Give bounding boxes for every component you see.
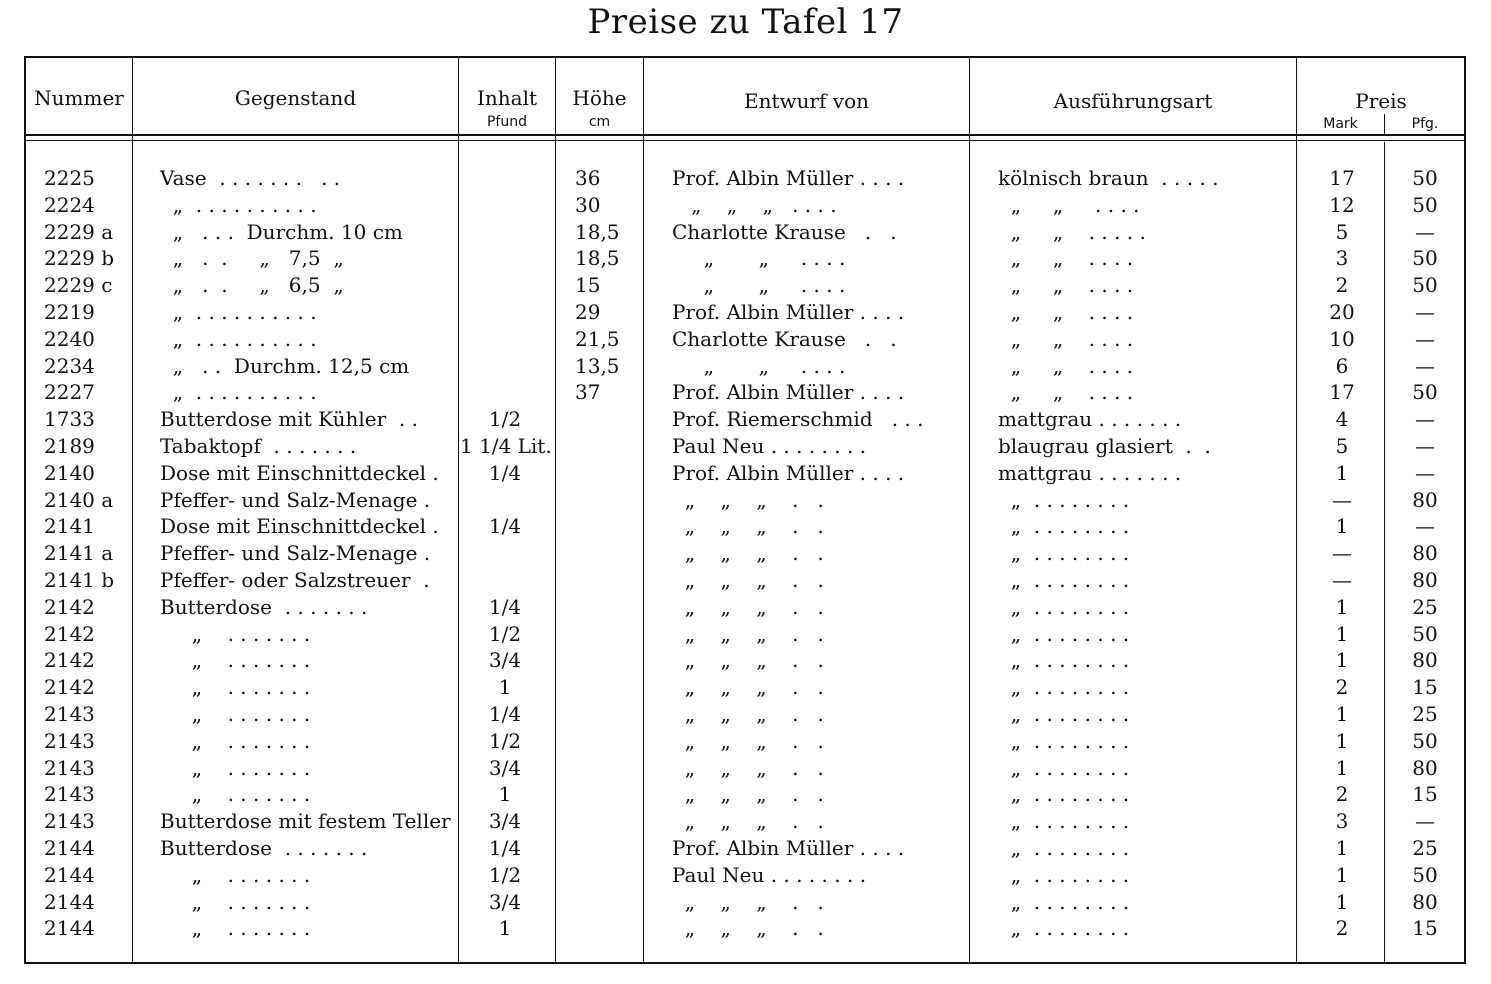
cell-gegenstand: „ . . . . . . .	[160, 702, 311, 726]
cell-entwurf: „ „ „ . . . .	[672, 192, 837, 217]
table-row	[0, 165, 1491, 191]
cell-ausfuehrung: „ . . . . . . . .	[998, 487, 1130, 512]
cell-nummer: 2140	[44, 460, 95, 485]
table-row	[0, 915, 1491, 941]
cell-pfg: 80	[1412, 889, 1438, 914]
cell-entwurf: Charlotte Krause . .	[672, 326, 897, 351]
header-preis: Preis	[1355, 89, 1407, 113]
cell-hoehe: 13,5	[575, 353, 620, 378]
table-row	[0, 835, 1491, 861]
table-row	[0, 326, 1491, 352]
cell-nummer: 2229 a	[44, 219, 114, 244]
cell-nummer: 2141 b	[44, 568, 115, 592]
cell-entwurf: Prof. Albin Müller . . . .	[672, 836, 905, 860]
cell-nummer: 2143	[44, 809, 95, 834]
table-row	[0, 594, 1491, 620]
cell-mark: —	[1332, 568, 1352, 592]
table-row	[0, 353, 1491, 379]
cell-ausfuehrung: „ „ . . . .	[998, 273, 1134, 298]
cell-nummer: 2224	[44, 192, 95, 217]
cell-pfg: 50	[1412, 380, 1438, 405]
cell-pfg: 50	[1412, 166, 1438, 190]
cell-pfg: 80	[1412, 755, 1438, 780]
cell-ausfuehrung: mattgrau . . . . . . .	[998, 460, 1182, 485]
cell-inhalt: 1/4	[488, 514, 522, 539]
cell-nummer: 2143	[44, 728, 95, 753]
cell-pfg: 50	[1412, 273, 1438, 298]
cell-ausfuehrung: „ . . . . . . . .	[998, 621, 1130, 646]
cell-entwurf: Prof. Albin Müller . . . .	[672, 300, 905, 324]
cell-gegenstand: „ . . . . . . .	[160, 862, 311, 887]
cell-mark: 6	[1335, 353, 1349, 378]
cell-nummer: 2219	[44, 300, 95, 324]
cell-pfg: 50	[1412, 728, 1438, 753]
cell-nummer: 2144	[44, 836, 95, 860]
cell-inhalt: 1 1/4 Lit.	[460, 434, 552, 458]
cell-entwurf: Prof. Albin Müller . . . .	[672, 380, 905, 405]
table-row	[0, 460, 1491, 486]
header-mark: Mark	[1323, 116, 1358, 132]
cell-inhalt: 3/4	[488, 889, 522, 914]
cell-ausfuehrung: „ . . . . . . . .	[998, 541, 1130, 566]
cell-gegenstand: Butterdose . . . . . . .	[160, 594, 368, 619]
cell-nummer: 2227	[44, 380, 95, 405]
cell-mark: 5	[1335, 434, 1349, 458]
cell-ausfuehrung: „ . . . . . . . .	[998, 648, 1130, 673]
cell-ausfuehrung: „ „ . . . .	[998, 246, 1134, 271]
cell-mark: —	[1332, 541, 1352, 566]
cell-pfg: 25	[1412, 594, 1438, 619]
header-nummer: Nummer	[34, 86, 124, 110]
cell-ausfuehrung: „ . . . . . . . .	[998, 702, 1130, 726]
table-row	[0, 781, 1491, 807]
cell-mark: 3	[1335, 246, 1349, 271]
cell-entwurf: „ „ „ . .	[672, 916, 824, 941]
cell-entwurf: „ „ „ . .	[672, 702, 824, 726]
cell-ausfuehrung: „ „ . . . .	[998, 192, 1140, 217]
cell-gegenstand: „ . . Durchm. 12,5 cm	[160, 353, 410, 378]
cell-nummer: 2142	[44, 648, 95, 673]
cell-entwurf: „ „ „ . .	[672, 568, 824, 592]
cell-hoehe: 37	[575, 380, 601, 405]
cell-pfg: —	[1415, 514, 1435, 539]
cell-inhalt: 1/2	[488, 407, 522, 432]
header-entwurf: Entwurf von	[743, 89, 870, 113]
cell-entwurf: Prof. Albin Müller . . . .	[672, 460, 905, 485]
table-row	[0, 755, 1491, 781]
cell-inhalt: 3/4	[488, 755, 522, 780]
cell-mark: 1	[1335, 728, 1349, 753]
cell-nummer: 2143	[44, 755, 95, 780]
cell-ausfuehrung: mattgrau . . . . . . .	[998, 407, 1182, 432]
cell-gegenstand: „ . . . . . . .	[160, 755, 311, 780]
cell-mark: 1	[1335, 648, 1349, 673]
cell-nummer: 2229 c	[44, 273, 113, 298]
cell-pfg: —	[1415, 300, 1435, 324]
cell-mark: 4	[1335, 407, 1349, 432]
cell-mark: 2	[1335, 675, 1349, 700]
cell-pfg: 50	[1412, 246, 1438, 271]
cell-nummer: 2142	[44, 675, 95, 700]
cell-entwurf: „ „ „ . .	[672, 782, 824, 807]
cell-gegenstand: „ . . . . . . .	[160, 675, 311, 700]
cell-ausfuehrung: „ . . . . . . . .	[998, 568, 1130, 592]
cell-ausfuehrung: „ . . . . . . . .	[998, 862, 1130, 887]
cell-gegenstand: Butterdose mit festem Teller	[160, 809, 451, 834]
cell-nummer: 2140 a	[44, 487, 114, 512]
cell-gegenstand: Butterdose mit Kühler . .	[160, 407, 418, 432]
cell-gegenstand: Vase . . . . . . . . .	[160, 166, 341, 190]
cell-ausfuehrung: „ . . . . . . . .	[998, 728, 1130, 753]
cell-ausfuehrung: „ . . . . . . . .	[998, 889, 1130, 914]
table-row	[0, 299, 1491, 325]
cell-pfg: 50	[1412, 621, 1438, 646]
cell-ausfuehrung: „ „ . . . .	[998, 326, 1134, 351]
cell-gegenstand: „ . . „ 6,5 „	[160, 273, 344, 298]
cell-nummer: 1733	[44, 407, 95, 432]
cell-nummer: 2229 b	[44, 246, 115, 271]
cell-gegenstand: „ . . . Durchm. 10 cm	[160, 219, 403, 244]
cell-inhalt: 1/2	[488, 862, 522, 887]
cell-inhalt: 1/4	[488, 460, 522, 485]
cell-nummer: 2143	[44, 702, 95, 726]
table-row	[0, 513, 1491, 539]
cell-mark: 1	[1335, 889, 1349, 914]
cell-entwurf: „ „ . . . .	[672, 353, 846, 378]
cell-pfg: 80	[1412, 568, 1438, 592]
table-row	[0, 621, 1491, 647]
cell-inhalt: 3/4	[488, 648, 522, 673]
page-title: Preise zu Tafel 17	[587, 2, 904, 42]
cell-mark: —	[1332, 487, 1352, 512]
cell-hoehe: 21,5	[575, 326, 620, 351]
cell-inhalt: 1/2	[488, 621, 522, 646]
cell-gegenstand: Butterdose . . . . . . .	[160, 836, 368, 860]
cell-ausfuehrung: blaugrau glasiert . .	[998, 434, 1211, 458]
table-row	[0, 889, 1491, 915]
header-inhalt-unit: Pfund	[486, 114, 527, 130]
header-rule	[25, 140, 1465, 141]
cell-inhalt: 1	[498, 675, 512, 700]
header-inhalt: Inhalt	[476, 86, 538, 110]
cell-pfg: 15	[1412, 916, 1438, 941]
cell-mark: 17	[1329, 380, 1355, 405]
cell-pfg: —	[1415, 434, 1435, 458]
cell-pfg: 50	[1412, 192, 1438, 217]
cell-nummer: 2144	[44, 889, 95, 914]
cell-pfg: 25	[1412, 836, 1438, 860]
cell-gegenstand: „ . . . . . . .	[160, 782, 311, 807]
cell-entwurf: „ „ „ . .	[672, 621, 824, 646]
table-row	[0, 245, 1491, 271]
cell-inhalt: 3/4	[488, 809, 522, 834]
cell-nummer: 2141 a	[44, 541, 114, 566]
header-hoehe-unit: cm	[588, 114, 611, 130]
cell-mark: 1	[1335, 836, 1349, 860]
cell-inhalt: 1/2	[488, 728, 522, 753]
cell-hoehe: 29	[575, 300, 601, 324]
cell-mark: 3	[1335, 809, 1349, 834]
cell-entwurf: Prof. Albin Müller . . . .	[672, 166, 905, 190]
cell-gegenstand: „ . . . . . . .	[160, 889, 311, 914]
cell-gegenstand: „ . . . . . . .	[160, 621, 311, 646]
header-pfg: Pfg.	[1411, 116, 1439, 132]
cell-entwurf: Paul Neu . . . . . . . .	[672, 434, 867, 458]
header-hoehe: Höhe	[572, 86, 627, 110]
cell-pfg: 80	[1412, 648, 1438, 673]
cell-pfg: —	[1415, 326, 1435, 351]
cell-gegenstand: „ . . . . . . .	[160, 728, 311, 753]
cell-mark: 2	[1335, 916, 1349, 941]
table-row	[0, 406, 1491, 432]
cell-ausfuehrung: „ „ . . . .	[998, 300, 1134, 324]
cell-ausfuehrung: „ . . . . . . . .	[998, 675, 1130, 700]
cell-gegenstand: „ . . . . . . . . . .	[160, 380, 317, 405]
table-row	[0, 862, 1491, 888]
cell-inhalt: 1	[498, 916, 512, 941]
cell-nummer: 2240	[44, 326, 95, 351]
header-gegenstand: Gegenstand	[234, 86, 357, 110]
cell-mark: 5	[1335, 219, 1349, 244]
cell-pfg: —	[1415, 219, 1435, 244]
cell-inhalt: 1	[498, 782, 512, 807]
cell-gegenstand: „ . . „ 7,5 „	[160, 246, 344, 271]
cell-pfg: 80	[1412, 541, 1438, 566]
cell-ausfuehrung: „ . . . . . . . .	[998, 836, 1130, 860]
cell-ausfuehrung: kölnisch braun . . . . .	[998, 166, 1219, 190]
cell-nummer: 2142	[44, 594, 95, 619]
cell-ausfuehrung: „ . . . . . . . .	[998, 809, 1130, 834]
cell-pfg: —	[1415, 353, 1435, 378]
cell-pfg: 25	[1412, 702, 1438, 726]
cell-entwurf: „ „ „ . .	[672, 648, 824, 673]
cell-mark: 12	[1329, 192, 1355, 217]
table-row	[0, 567, 1491, 593]
cell-ausfuehrung: „ „ . . . .	[998, 353, 1134, 378]
cell-entwurf: „ „ . . . .	[672, 273, 846, 298]
table-row	[0, 272, 1491, 298]
cell-mark: 20	[1329, 300, 1355, 324]
table-row	[0, 808, 1491, 834]
cell-entwurf: „ „ „ . .	[672, 594, 824, 619]
cell-hoehe: 30	[575, 192, 601, 217]
cell-ausfuehrung: „ . . . . . . . .	[998, 594, 1130, 619]
cell-nummer: 2141	[44, 514, 95, 539]
cell-ausfuehrung: „ . . . . . . . .	[998, 782, 1130, 807]
cell-mark: 1	[1335, 594, 1349, 619]
cell-pfg: 50	[1412, 862, 1438, 887]
cell-gegenstand: „ . . . . . . . . . .	[160, 300, 317, 324]
cell-pfg: 15	[1412, 782, 1438, 807]
cell-inhalt: 1/4	[488, 594, 522, 619]
cell-mark: 17	[1329, 166, 1355, 190]
table-row	[0, 433, 1491, 459]
cell-mark: 1	[1335, 460, 1349, 485]
cell-hoehe: 18,5	[575, 246, 620, 271]
cell-nummer: 2142	[44, 621, 95, 646]
cell-nummer: 2143	[44, 782, 95, 807]
cell-pfg: —	[1415, 407, 1435, 432]
cell-entwurf: „ „ . . . .	[672, 246, 846, 271]
cell-nummer: 2234	[44, 353, 95, 378]
table-row	[0, 701, 1491, 727]
cell-gegenstand: Tabaktopf . . . . . . .	[160, 434, 357, 458]
cell-hoehe: 36	[575, 166, 601, 190]
table-row	[0, 540, 1491, 566]
cell-mark: 2	[1335, 782, 1349, 807]
cell-entwurf: „ „ „ . .	[672, 889, 824, 914]
cell-ausfuehrung: „ „ . . . .	[998, 380, 1134, 405]
cell-gegenstand: Pfeffer- oder Salzstreuer .	[160, 568, 430, 592]
cell-entwurf: „ „ „ . .	[672, 487, 824, 512]
cell-mark: 2	[1335, 273, 1349, 298]
cell-gegenstand: Dose mit Einschnittdeckel .	[160, 460, 439, 485]
header-ausfuehrung: Ausführungsart	[1053, 89, 1213, 113]
cell-mark: 1	[1335, 755, 1349, 780]
cell-mark: 1	[1335, 621, 1349, 646]
cell-mark: 10	[1329, 326, 1355, 351]
cell-entwurf: Paul Neu . . . . . . . .	[672, 862, 867, 887]
cell-gegenstand: Dose mit Einschnittdeckel .	[160, 514, 439, 539]
cell-gegenstand: Pfeffer- und Salz-Menage .	[160, 541, 431, 566]
cell-entwurf: Charlotte Krause . .	[672, 219, 897, 244]
cell-ausfuehrung: „ „ . . . . .	[998, 219, 1146, 244]
cell-entwurf: „ „ „ . .	[672, 809, 824, 834]
table-row	[0, 487, 1491, 513]
cell-entwurf: „ „ „ . .	[672, 675, 824, 700]
cell-pfg: —	[1415, 809, 1435, 834]
header-rule	[25, 134, 1465, 136]
cell-entwurf: „ „ „ . .	[672, 728, 824, 753]
cell-pfg: —	[1415, 460, 1435, 485]
table-row	[0, 379, 1491, 405]
cell-pfg: 80	[1412, 487, 1438, 512]
cell-entwurf: „ „ „ . .	[672, 755, 824, 780]
cell-pfg: 15	[1412, 675, 1438, 700]
cell-inhalt: 1/4	[488, 836, 522, 860]
cell-mark: 1	[1335, 862, 1349, 887]
cell-nummer: 2144	[44, 916, 95, 941]
cell-mark: 1	[1335, 514, 1349, 539]
cell-gegenstand: „ . . . . . . .	[160, 916, 311, 941]
table-row	[0, 219, 1491, 245]
cell-entwurf: Prof. Riemerschmid . . .	[672, 407, 924, 432]
cell-ausfuehrung: „ . . . . . . . .	[998, 755, 1130, 780]
cell-mark: 1	[1335, 702, 1349, 726]
cell-entwurf: „ „ „ . .	[672, 514, 824, 539]
cell-hoehe: 18,5	[575, 219, 620, 244]
cell-hoehe: 15	[575, 273, 601, 298]
cell-nummer: 2189	[44, 434, 95, 458]
cell-inhalt: 1/4	[488, 702, 522, 726]
cell-nummer: 2144	[44, 862, 95, 887]
cell-nummer: 2225	[44, 166, 95, 190]
table-row	[0, 647, 1491, 673]
cell-gegenstand: Pfeffer- und Salz-Menage .	[160, 487, 431, 512]
table-row	[0, 674, 1491, 700]
table-row	[0, 728, 1491, 754]
cell-ausfuehrung: „ . . . . . . . .	[998, 916, 1130, 941]
table-row	[0, 192, 1491, 218]
cell-entwurf: „ „ „ . .	[672, 541, 824, 566]
cell-gegenstand: „ . . . . . . .	[160, 648, 311, 673]
cell-ausfuehrung: „ . . . . . . . .	[998, 514, 1130, 539]
cell-gegenstand: „ . . . . . . . . . .	[160, 192, 317, 217]
cell-gegenstand: „ . . . . . . . . . .	[160, 326, 317, 351]
